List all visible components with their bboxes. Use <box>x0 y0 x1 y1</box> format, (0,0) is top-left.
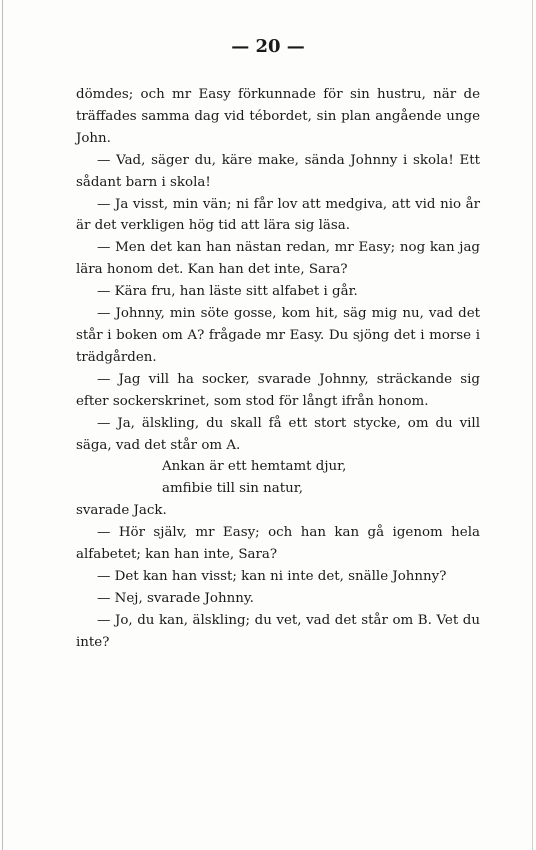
paragraph: dömdes; och mr Easy förkunnade för sin hustru, när de träffades samma dag vid tébordet, sin plan angående unge John. <box>76 87 480 146</box>
paragraph: — Jo, du kan, älskling; du vet, vad det står om B. Vet du inte? <box>76 612 480 650</box>
paragraph: — Hör själv, mr Easy; och han kan gå igenom hela alfabetet; kan han inte, Sara? <box>76 525 480 563</box>
paragraph: — Ja visst, min vän; ni får lov att medgiva, att vid nio år är det verkligen hög tid att lära sig läsa. <box>76 196 480 234</box>
paragraph: — Men det kan han nästan redan, mr Easy; nog kan jag lära honom det. Kan han det inte, Sara? <box>76 240 480 278</box>
verse-line: amfibie till sin natur, <box>162 481 303 497</box>
page-number: — 20 — <box>231 36 305 57</box>
paragraph: — Det kan han visst; kan ni inte det, snälle Johnny? <box>97 568 447 584</box>
paragraph: — Kära fru, han läste sitt alfabet i går. <box>97 284 358 300</box>
page-right-edge <box>532 0 533 850</box>
paragraph: — Vad, säger du, käre make, sända Johnny i skola! Ett sådant barn i skola! <box>76 152 480 190</box>
page-left-edge <box>2 0 3 850</box>
paragraph: — Ja, älskling, du skall få ett stort stycke, om du vill säga, vad det står om A. <box>76 415 480 453</box>
paragraph: — Johnny, min söte gosse, kom hit, säg mig nu, vad det står i boken om A? frågade mr Easy. Du sjöng det i morse i trädgården. <box>76 306 480 365</box>
paragraph: svarade Jack. <box>76 503 167 519</box>
body-text <box>76 84 480 654</box>
paragraph: — Nej, svarade Johnny. <box>97 590 254 606</box>
verse-line: Ankan är ett hemtamt djur, <box>162 459 347 475</box>
paragraph: — Jag vill ha socker, svarade Johnny, sträckande sig efter sockerskrinet, som stod för långt ifrån honom. <box>76 371 480 409</box>
